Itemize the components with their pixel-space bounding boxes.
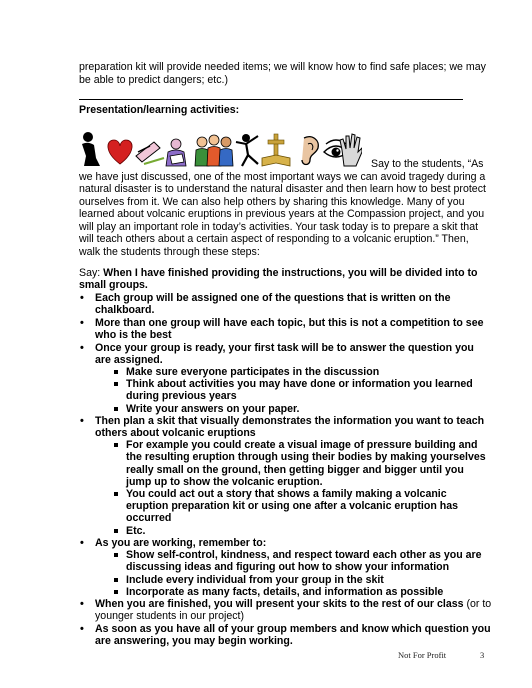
reading-people-icon (166, 139, 186, 166)
sub2-item-1-line-3: really small on the ground, then getting bigger and bigger until you (126, 464, 464, 476)
sub-bullet-marker (114, 370, 118, 374)
sub3-item-1-line-1: Show self-control, kindness, and respect toward each other as you are (126, 549, 482, 561)
bullet-6-line-2: younger students in our project) (95, 610, 244, 622)
bullet-marker: • (80, 342, 84, 354)
bullet-7-line-1: As soon as you have all of your group members and know which question you (95, 623, 491, 635)
para1-line-1: Say to the students, “As (371, 158, 484, 170)
intro-line-1: preparation kit will provide needed items; we will know how to find safe places; we may (79, 61, 486, 73)
intro-line-2: be able to predict dangers; etc.) (79, 74, 228, 86)
para1-line-6: will play an important role in today’s activities. Your task today is to prepare a skit that (79, 221, 479, 233)
sub2-item-2-line-3: occurred (126, 512, 172, 524)
bullet-1-line-2: chalkboard. (95, 304, 155, 316)
para1-line-7: will teach others about a certain aspect of responding to a volcanic eruption.” Then, (79, 233, 469, 245)
sub-bullet-marker (114, 529, 118, 533)
writing-hand-icon (136, 142, 164, 164)
sub3-item-1-line-2: discussing ideas and figuring out how to show your information (126, 561, 450, 573)
bullet-marker: • (80, 537, 84, 549)
bullet-marker: • (80, 415, 84, 427)
hand-icon (340, 134, 362, 166)
bullet-6-line-1 (95, 598, 491, 611)
bullet-6-normal: (or to (463, 598, 492, 610)
bullet-marker: • (80, 598, 84, 610)
sub-bullet-marker (114, 407, 118, 411)
sub1-item-2-line-2: during previous years (126, 390, 237, 402)
para1-line-8: walk the students through these steps: (79, 246, 260, 258)
bullet-3-line-1: Once your group is ready, your first task will be to answer the question you (95, 342, 474, 354)
kneeling-person-icon (82, 132, 100, 166)
sub1-item-3: Write your answers on your paper. (126, 403, 300, 415)
sub2-item-3: Etc. (126, 525, 146, 537)
bullet-1-line-1: Each group will be assigned one of the questions that is written on the (95, 292, 451, 304)
section-heading: Presentation/learning activities: (79, 104, 240, 116)
say-label: Say: (79, 267, 101, 279)
book-and-cross-icon (262, 134, 290, 166)
sub-bullet-marker (114, 578, 118, 582)
bullet-7-line-2: are answering, you may begin working. (95, 635, 293, 647)
sub-bullet-marker (114, 590, 118, 594)
ear-icon (302, 137, 318, 165)
say-line-1 (79, 267, 477, 280)
sub2-item-2-line-2: eruption preparation kit or using one after a volcanic eruption has (126, 500, 458, 512)
heart-icon (108, 140, 132, 164)
group-of-people-icon (195, 135, 233, 166)
sub-bullet-marker (114, 443, 118, 447)
bullet-6-bold: When you are finished, you will present your skits to the rest of our class (95, 598, 464, 610)
bullet-4-line-2: others about volcanic eruptions (95, 427, 256, 439)
dancer-icon (236, 134, 258, 166)
bullet-marker: • (80, 623, 84, 635)
sub2-item-1-line-4: jump up to show the volcanic eruption. (126, 476, 323, 488)
para1-line-3: natural disaster is to understand the natural disaster and then learn how to best protect (79, 183, 486, 195)
bullet-2-line-1: More than one group will have each topic, but this is not a competition to see (95, 317, 484, 329)
bullet-marker: • (80, 292, 84, 304)
sub1-item-2-line-1: Think about activities you may have done or information you learned (126, 378, 473, 390)
sub2-item-1-line-1: For example you could create a visual image of pressure building and (126, 439, 478, 451)
say-line-2: small groups. (79, 279, 148, 291)
sub2-item-1-line-2: the resulting eruption through using their bodies by making yourselves (126, 451, 486, 463)
bullet-marker: • (80, 317, 84, 329)
para1-line-2: we have just discussed, one of the most important ways we can avoid tragedy during a (79, 171, 486, 183)
section-divider (79, 99, 463, 100)
bullet-2-line-2: who is the best (95, 329, 172, 341)
sub-bullet-marker (114, 492, 118, 496)
sub1-item-1: Make sure everyone participates in the discussion (126, 366, 380, 378)
say-text: When I have finished providing the instructions, you will be divided into to (100, 267, 478, 279)
bullet-5-line-1: As you are working, remember to: (95, 537, 267, 549)
page-number: 3 (480, 650, 485, 660)
sub2-item-2-line-1: You could act out a story that shows a family making a volcanic (126, 488, 447, 500)
learning-styles-icon-strip (78, 128, 362, 170)
bullet-4-line-1: Then plan a skit that visually demonstrates the information you want to teach (95, 415, 485, 427)
sub-bullet-marker (114, 382, 118, 386)
sub-bullet-marker (114, 553, 118, 557)
sub3-item-3: Incorporate as many facts, details, and information as possible (126, 586, 444, 598)
bullet-3-line-2: are assigned. (95, 354, 163, 366)
sub3-item-2: Include every individual from your group in the skit (126, 574, 384, 586)
para1-line-4: ourselves from it. We can also help others by sharing this knowledge. Many of you (79, 196, 465, 208)
para1-line-5: learned about volcanic eruptions in previous years at the Compassion project, and you (79, 208, 485, 220)
footer-text: Not For Profit (398, 650, 447, 660)
